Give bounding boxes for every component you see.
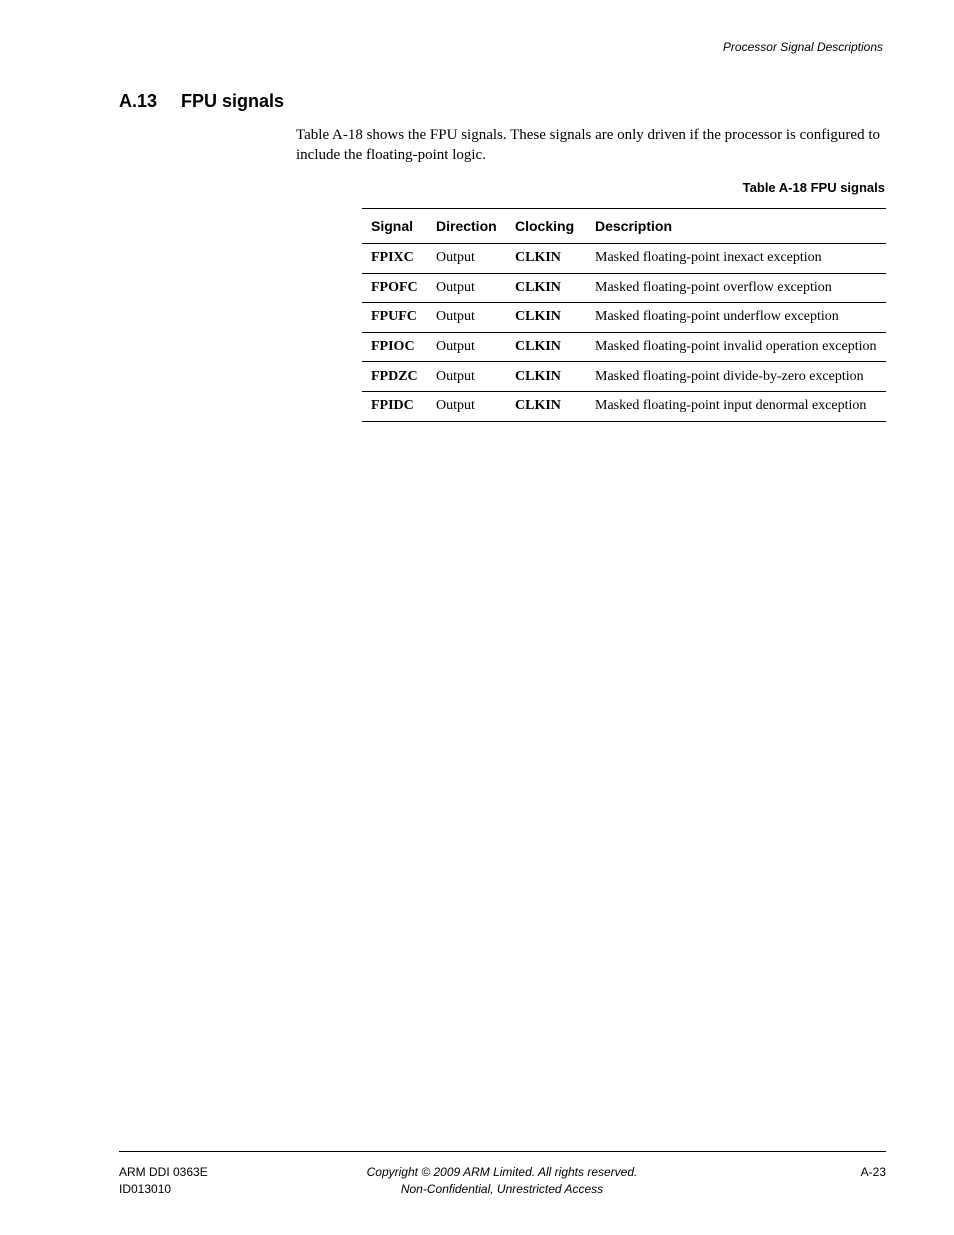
cell-clocking: CLKIN: [506, 244, 586, 274]
table-row: [362, 391, 886, 421]
cell-signal: FPIOC: [362, 332, 427, 362]
cell-clocking: CLKIN: [506, 273, 586, 303]
cell-direction: Output: [427, 332, 506, 362]
cell-direction: Output: [427, 391, 506, 421]
table-row: [362, 273, 886, 303]
column-header-clocking: Clocking: [506, 209, 586, 244]
cell-signal: FPIDC: [362, 391, 427, 421]
table-header-row: [362, 209, 886, 244]
footer-doc-number: ARM DDI 0363E: [119, 1165, 208, 1179]
cell-direction: Output: [427, 362, 506, 392]
cell-direction: Output: [427, 273, 506, 303]
footer-divider: [119, 1151, 886, 1152]
cell-clocking: CLKIN: [506, 332, 586, 362]
table-row: [362, 303, 886, 333]
section-number: A.13: [119, 91, 158, 111]
cell-signal: FPDZC: [362, 362, 427, 392]
intro-paragraph: Table A-18 shows the FPU signals. These signals are only driven if the processor is configured to include the floating-point logic.: [296, 127, 880, 163]
table-caption: Table A-18 FPU signals: [742, 180, 885, 195]
cell-description: Masked floating-point input denormal exception: [586, 391, 886, 421]
cell-signal: FPOFC: [362, 273, 427, 303]
table-row: [362, 244, 886, 274]
cell-clocking: CLKIN: [506, 362, 586, 392]
footer-page-number: A-23: [860, 1165, 886, 1179]
cell-description: Masked floating-point invalid operation exception: [586, 332, 886, 362]
cell-signal: FPUFC: [362, 303, 427, 333]
table-row: [362, 332, 886, 362]
cell-signal: FPIXC: [362, 244, 427, 274]
cell-direction: Output: [427, 303, 506, 333]
column-header-signal: Signal: [362, 209, 427, 244]
section-heading: [119, 91, 284, 112]
footer-access: Non-Confidential, Unrestricted Access: [400, 1181, 604, 1196]
footer-doc-id: ID013010: [119, 1181, 172, 1196]
cell-description: Masked floating-point divide-by-zero exception: [586, 362, 886, 392]
footer-legal: [302, 1164, 702, 1197]
column-header-description: Description: [586, 209, 886, 244]
running-header: Processor Signal Descriptions: [722, 40, 883, 54]
fpu-signals-table: [362, 208, 886, 422]
table-row: [362, 362, 886, 392]
cell-description: Masked floating-point inexact exception: [586, 244, 886, 274]
cell-description: Masked floating-point overflow exception: [586, 273, 886, 303]
footer-doc-info: [119, 1164, 208, 1197]
cell-description: Masked floating-point underflow exception: [586, 303, 886, 333]
section-title: FPU signals: [181, 91, 285, 111]
footer-copyright: Copyright © 2009 ARM Limited. All rights reserved.: [366, 1165, 638, 1179]
cell-clocking: CLKIN: [506, 391, 586, 421]
cell-clocking: CLKIN: [506, 303, 586, 333]
column-header-direction: Direction: [427, 209, 506, 244]
cell-direction: Output: [427, 244, 506, 274]
